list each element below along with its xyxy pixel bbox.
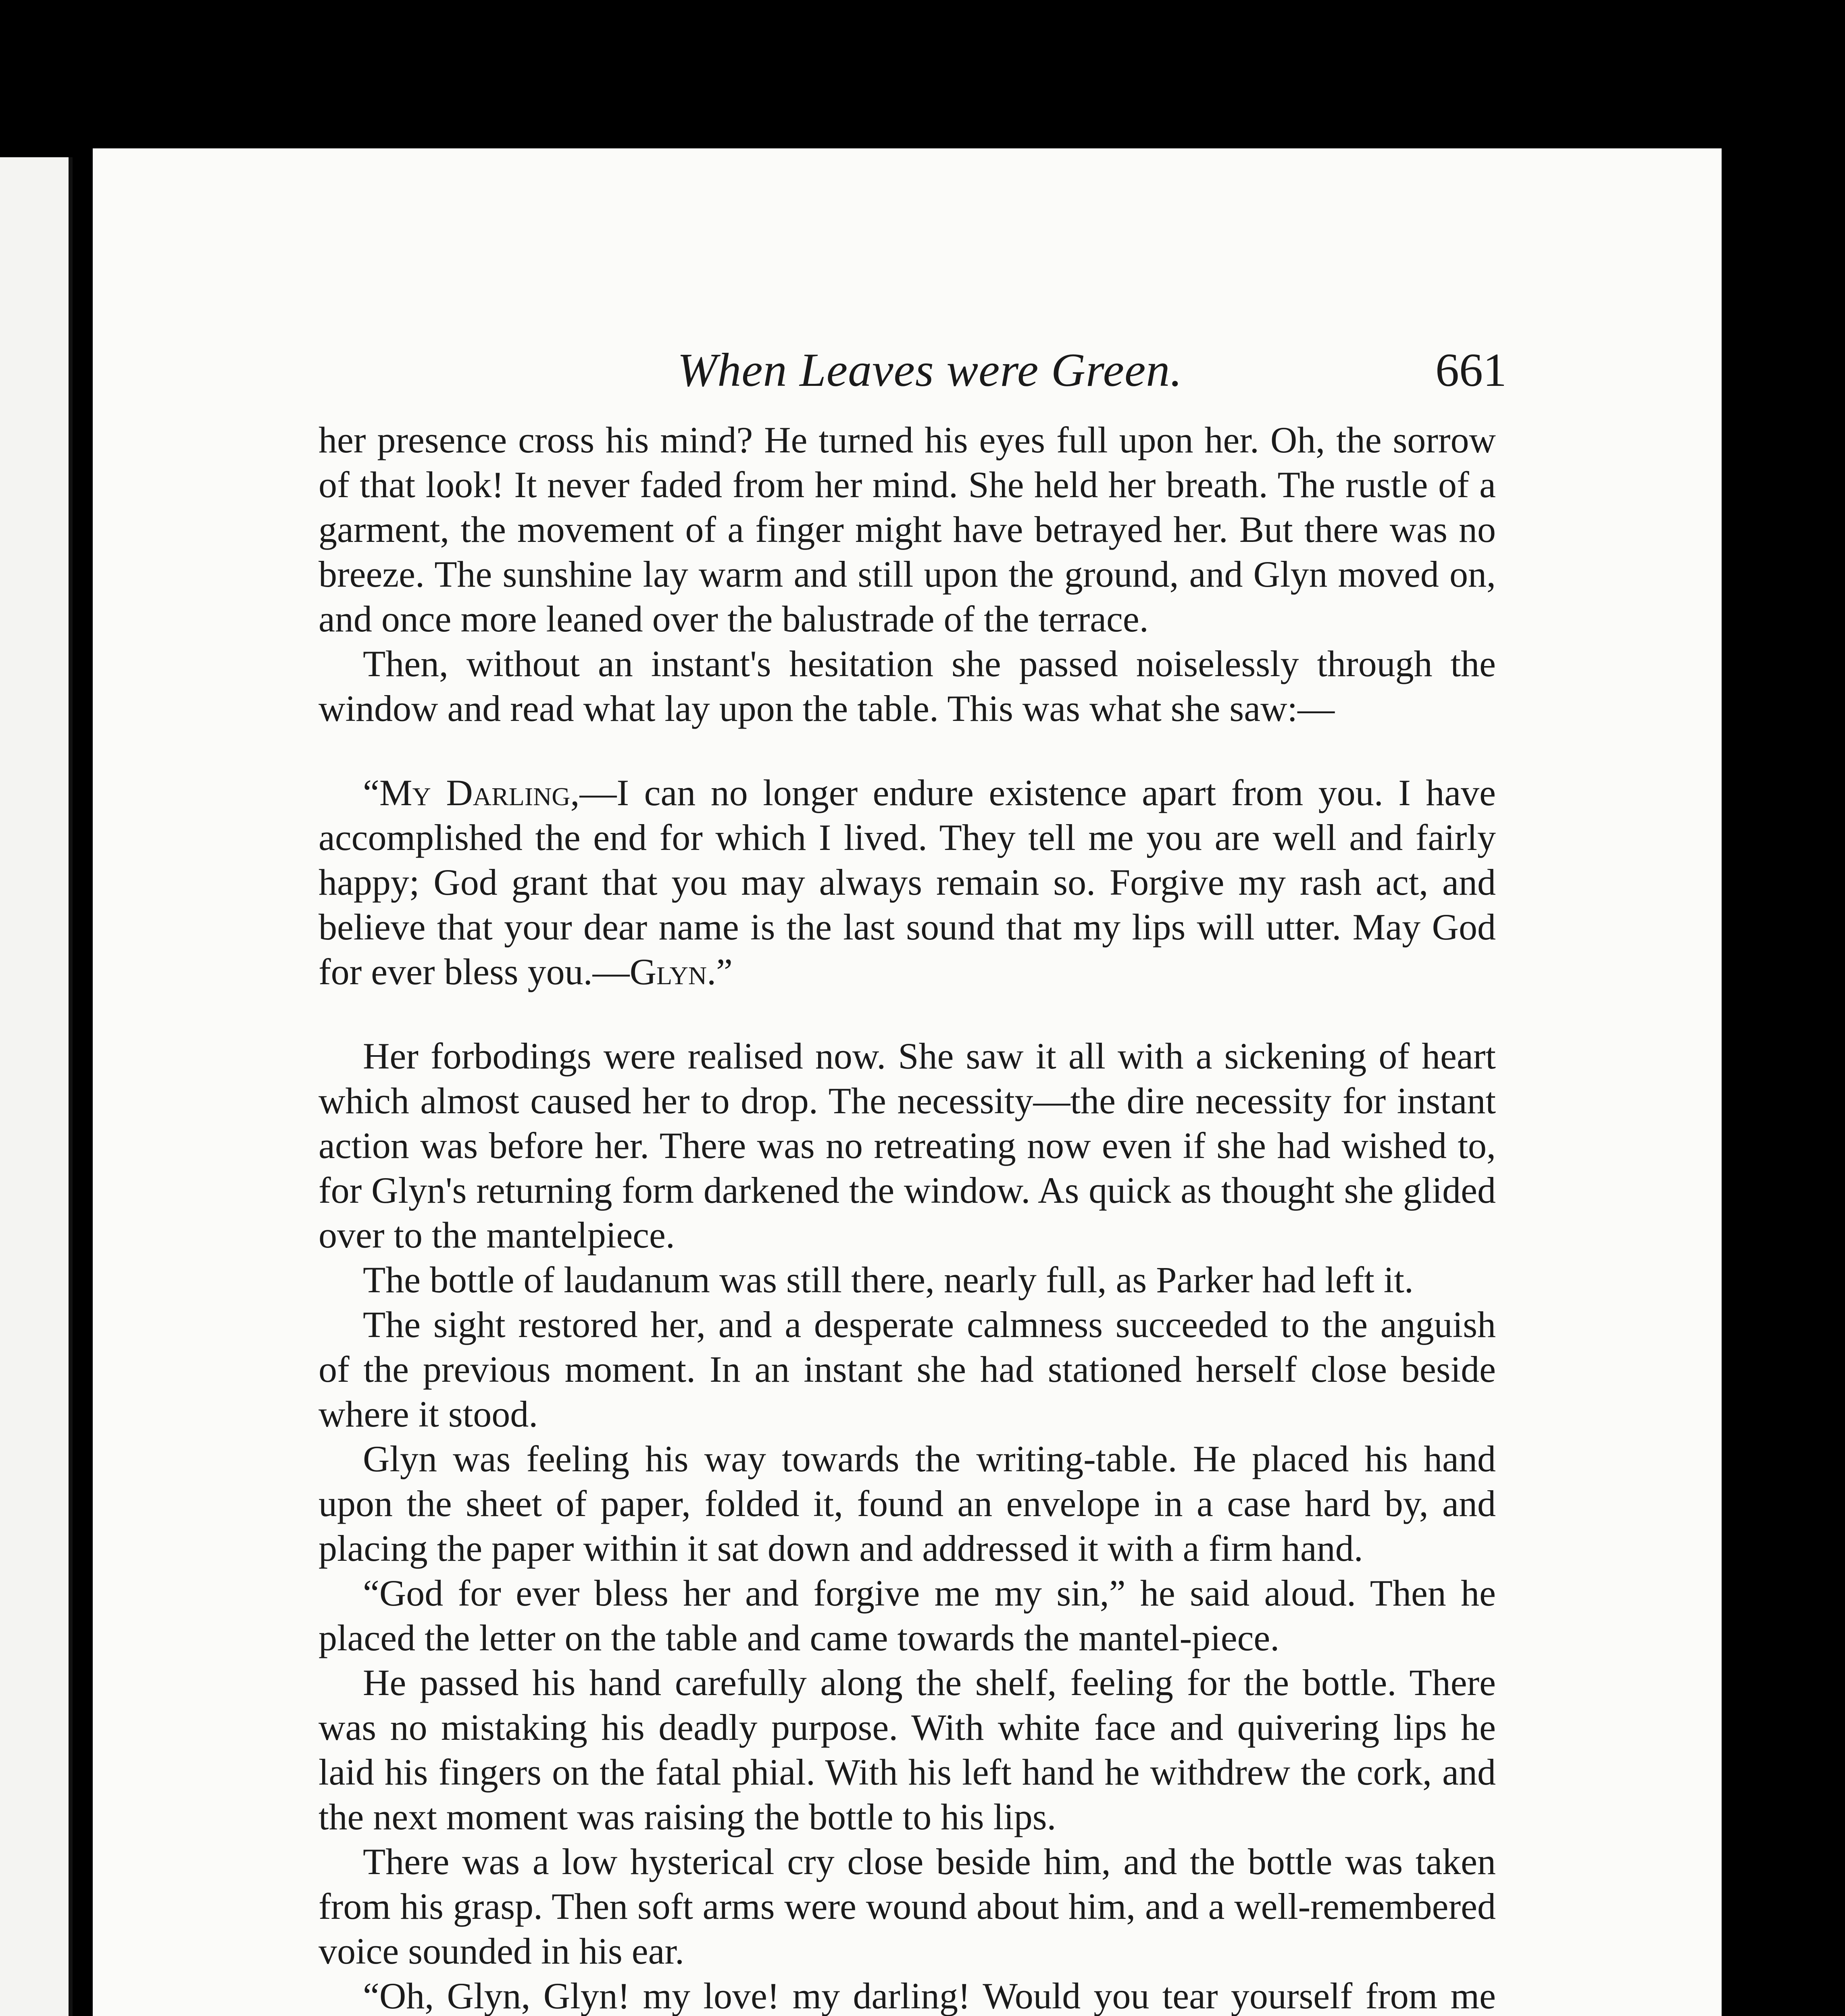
letter-body: —I can no longer endure existence apart from you. I have accomplished the end for which I lived. They tell me you are well and fairly happy; God grant that you may always remain so. Forgive my rash act, and believe that your dear name is the last sound that my lips will utter. May God for ever bless you.—: [319, 772, 1496, 992]
paragraph: “God for ever bless her and forgive me my sin,” he said aloud. Then he placed the letter on the table and came towards the mantel-piece.: [319, 1572, 1496, 1658]
paragraph: “Oh, Glyn, Glyn! my love! my darling! Would you tear yourself from me: [363, 1975, 1496, 2016]
paragraph: The bottle of laudanum was still there, nearly full, as Parker had left it.: [363, 1259, 1414, 1300]
paragraph: There was a low hysterical cry close beside him, and the bottle was taken from his grasp. Then soft arms were wound about him, and a well-remembered voice sounded in his ear.: [319, 1841, 1496, 1972]
letter-signature: Glyn: [629, 951, 707, 992]
page-number: 661: [1435, 344, 1507, 396]
paragraph: Then, without an instant's hesitation she passed noiselessly through the window and read what lay upon the table. This was what she saw:—: [319, 643, 1496, 729]
paragraph: Her forbodings were realised now. She saw it all with a sickening of heart which almost caused her to drop. The necessity—the dire necessity for instant action was before her. There was no retreating now even if she had wished to, for Glyn's returning form darkened the window. As quick as thought she glided over to the mantelpiece.: [319, 1035, 1496, 1256]
paragraph: her presence cross his mind? He turned his eyes full upon her. Oh, the sorrow of that look! It never faded from her mind. She held her breath. The rustle of a garment, the movement of a finger might have betrayed her. But there was no breeze. The sunshine lay warm and still upon the ground, and Glyn moved on, and once more leaned over the balustrade of the terrace.: [319, 419, 1496, 639]
adjacent-page-edge: [0, 157, 73, 2016]
quoted-letter: [319, 771, 1496, 994]
book-page: [93, 148, 1722, 2016]
paragraph: He passed his hand carefully along the shelf, feeling for the bottle. There was no mistaking his deadly purpose. With white face and quivering lips he laid his fingers on the fatal phial. With his left hand he withdrew the cork, and the next moment was raising the bottle to his lips.: [319, 1662, 1496, 1837]
letter-salutation: My Darling,: [379, 772, 580, 813]
paragraph: The sight restored her, and a desperate calmness succeeded to the anguish of the previous moment. In an instant she had stationed herself close beside where it stood.: [319, 1304, 1496, 1435]
paragraph: Glyn was feeling his way towards the writing-table. He placed his hand upon the sheet of paper, folded it, found an envelope in a case hard by, and placing the paper within it sat down and addressed it with a firm hand.: [319, 1438, 1496, 1569]
body-text: [319, 418, 1496, 2016]
running-title: When Leaves were Green.: [677, 344, 1183, 396]
letter-open-quote: “: [363, 772, 379, 813]
letter-close-quote: .”: [707, 951, 733, 992]
page-header: [93, 338, 1722, 402]
